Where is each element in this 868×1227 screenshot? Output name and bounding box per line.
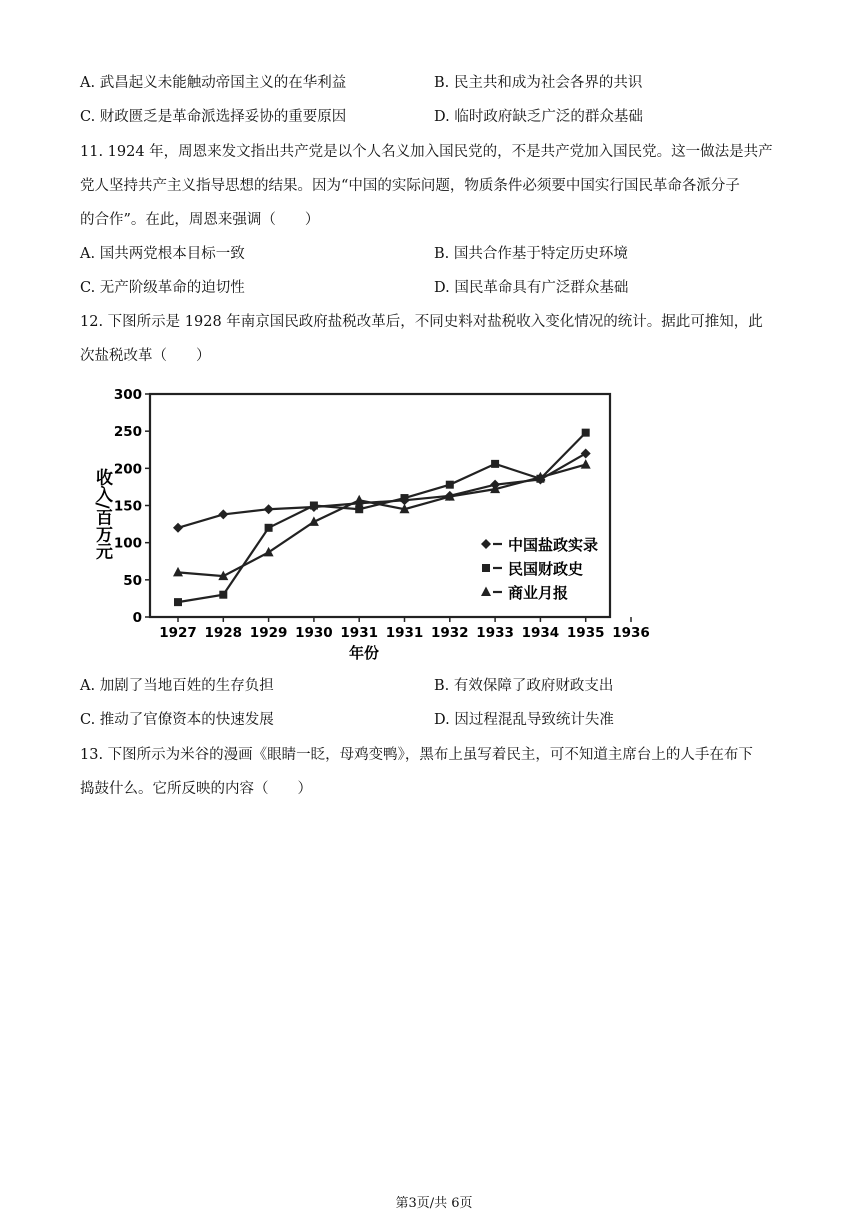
legend-label: 民国财政史 (508, 560, 584, 578)
legend-item (482, 560, 583, 578)
x-tick-label: 1935 (566, 625, 605, 641)
x-tick-label: 1929 (249, 625, 288, 641)
series-square (174, 429, 590, 606)
page-number: 第3页/共 6页 (395, 1196, 473, 1211)
y-tick-label: 50 (123, 572, 142, 589)
q12-option-a: A. 加剧了当地百姓的生存负担 (80, 678, 274, 694)
data-point-triangle (581, 459, 591, 469)
q12-stem-line-2: 次盐税改革（ ） (80, 348, 211, 364)
data-point-triangle (354, 495, 364, 505)
data-point-square (310, 502, 318, 510)
legend-marker-square (482, 564, 490, 572)
y-tick-label: 100 (113, 535, 142, 552)
q11-stem-line-3: 的合作”。在此，周恩来强调（ ） (80, 212, 320, 228)
q12-option-d: D. 因过程混乱导致统计失准 (434, 712, 614, 728)
series-line (178, 453, 586, 527)
y-axis-label: 收入/百万元 (92, 468, 112, 560)
x-tick-label: 1928 (204, 625, 243, 641)
legend-item (481, 536, 598, 554)
q12-option-c: C. 推动了官僚资本的快速发展 (80, 712, 274, 728)
data-point-square (355, 505, 363, 513)
q11-stem-line-2: 党人坚持共产主义指导思想的结果。因为“中国的实际问题，物质条件必须要中国实行国民革命各派分子 (80, 178, 740, 194)
x-tick-label: 1927 (159, 625, 197, 641)
q12-option-b: B. 有效保障了政府财政支出 (434, 678, 614, 694)
y-tick-label: 300 (113, 387, 142, 403)
q10-option-b: B. 民主共和成为社会各界的共识 (434, 75, 643, 91)
salt-tax-revenue-chart (88, 384, 650, 674)
data-point-diamond (264, 504, 274, 514)
q11-option-d: D. 国民革命具有广泛群众基础 (434, 280, 629, 296)
data-point-square (401, 494, 409, 502)
x-tick-label: 1931 (340, 625, 378, 641)
legend-marker-diamond (481, 539, 491, 549)
q10-option-a: A. 武昌起义未能触动帝国主义的在华利益 (80, 75, 347, 91)
q13-stem-line-1: 13. 下图所示为米谷的漫画《眼睛一眨，母鸡变鸭》，黑布上虽写着民主，可不知道主席台上的人手在布下 (80, 747, 753, 763)
data-point-square (446, 481, 454, 489)
data-point-square (219, 591, 227, 599)
q11-option-c: C. 无产阶级革命的迫切性 (80, 280, 245, 296)
data-point-diamond (581, 448, 591, 458)
x-tick-label: 1934 (521, 625, 560, 641)
y-tick-label: 150 (113, 498, 142, 515)
data-point-diamond (218, 509, 228, 519)
y-tick-label: 250 (113, 424, 142, 441)
data-point-square (174, 598, 182, 606)
q10-option-d: D. 临时政府缺乏广泛的群众基础 (434, 109, 643, 125)
legend-item (481, 584, 568, 602)
q10-option-c: C. 财政匮乏是革命派选择妥协的重要原因 (80, 109, 347, 125)
legend-marker-triangle (481, 587, 491, 597)
x-tick-label: 1931 (385, 625, 424, 641)
series-diamond (173, 448, 591, 532)
x-axis-label: 年份 (348, 644, 380, 662)
legend-label: 商业月报 (508, 584, 569, 602)
q12-stem-line-1: 12. 下图所示是 1928 年南京国民政府盐税改革后，不同史料对盐税收入变化情况的统计。据此可推知，此 (80, 314, 763, 330)
y-tick-label: 200 (113, 461, 142, 478)
y-tick-label: 0 (132, 610, 142, 626)
data-point-triangle (264, 547, 274, 557)
q11-option-a: A. 国共两党根本目标一致 (80, 246, 245, 262)
data-point-square (491, 460, 499, 468)
x-tick-label: 1933 (476, 625, 514, 641)
q11-stem-line-1: 11. 1924 年，周恩来发文指出共产党是以个人名义加入国民党的，不是共产党加入国民党。这一做法是共产 (80, 144, 773, 160)
data-point-square (582, 429, 590, 437)
legend-label: 中国盐政实录 (508, 536, 599, 554)
x-tick-label: 1936 (612, 625, 650, 641)
data-point-square (265, 524, 273, 532)
q11-option-b: B. 国共合作基于特定历史环境 (434, 246, 628, 262)
data-point-diamond (173, 523, 183, 533)
q13-stem-line-2: 捣鼓什么。它所反映的内容（ ） (80, 781, 312, 797)
x-tick-label: 1932 (431, 625, 469, 641)
x-tick-label: 1930 (295, 625, 333, 641)
